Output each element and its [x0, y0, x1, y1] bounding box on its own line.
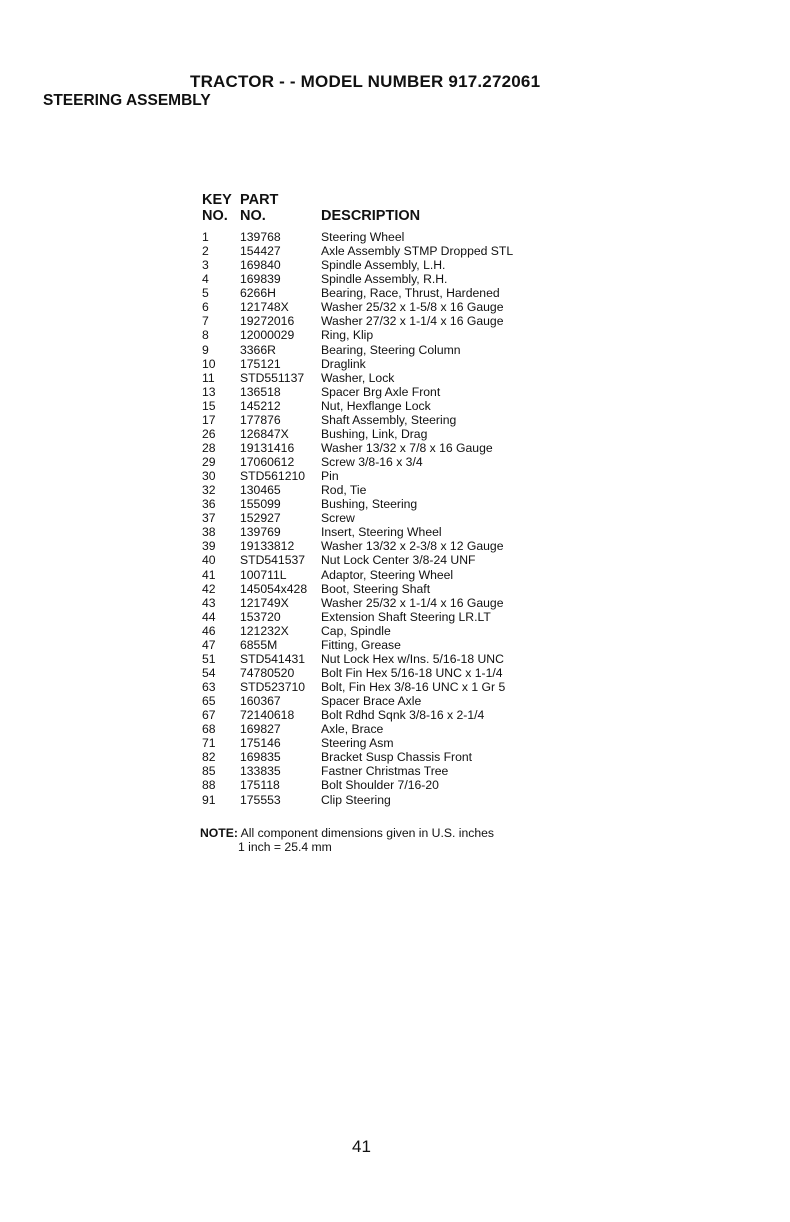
key-number: 82	[202, 750, 216, 765]
table-row	[200, 610, 560, 624]
key-number: 6	[202, 300, 209, 315]
key-header-line1: KEY	[202, 192, 232, 208]
part-number: 155099	[240, 497, 281, 512]
document-title: TRACTOR - - MODEL NUMBER 917.272061	[190, 72, 541, 91]
note	[200, 826, 494, 854]
part-number: 152927	[240, 511, 281, 526]
part-description: Bolt Fin Hex 5/16-18 UNC x 1-1/4	[321, 665, 503, 680]
key-number: 11	[202, 370, 215, 385]
table-row	[200, 666, 560, 680]
part-number: 175118	[240, 778, 280, 793]
table-row	[200, 441, 560, 455]
key-number: 68	[202, 722, 216, 737]
table-row	[200, 258, 560, 272]
part-description: Rod, Tie	[321, 483, 367, 498]
table-row	[200, 300, 560, 314]
table-row	[200, 357, 560, 371]
part-number: 169840	[240, 258, 281, 273]
part-description: Steering Wheel	[321, 230, 405, 244]
key-number: 85	[202, 764, 216, 779]
part-description: Bearing, Steering Column	[321, 342, 461, 357]
part-number: 177876	[240, 412, 281, 427]
note-conversion: 1 inch = 25.4 mm	[238, 840, 332, 854]
part-number: 139769	[240, 525, 281, 540]
key-number: 13	[202, 384, 216, 399]
part-number: 175553	[240, 792, 281, 807]
part-description: Bearing, Race, Thrust, Hardened	[321, 286, 500, 301]
part-description: Insert, Steering Wheel	[321, 525, 442, 540]
part-description: Nut, Hexflange Lock	[321, 398, 431, 413]
part-number: 19272016	[240, 314, 295, 329]
part-number: 145212	[240, 398, 281, 413]
key-number: 51	[202, 651, 216, 666]
key-number: 39	[202, 539, 216, 554]
part-description: Pin	[321, 469, 339, 484]
key-number: 5	[202, 286, 209, 301]
part-number: 175121	[240, 356, 281, 371]
table-row	[200, 638, 560, 652]
table-row	[200, 624, 560, 638]
key-number: 7	[202, 314, 209, 329]
table-row	[200, 568, 560, 582]
table-row	[200, 694, 560, 708]
table-row	[200, 343, 560, 357]
table-row	[200, 764, 560, 778]
part-description: Bushing, Steering	[321, 497, 418, 512]
key-number: 29	[202, 455, 216, 469]
key-number: 15	[202, 398, 216, 413]
table-row	[200, 539, 560, 553]
section-title: STEERING ASSEMBLY	[43, 92, 211, 109]
table-row	[200, 793, 560, 807]
part-number: 6266H	[240, 286, 276, 301]
part-number: 19131416	[240, 440, 295, 455]
description-header: DESCRIPTION	[321, 208, 421, 224]
part-number: 121749X	[240, 595, 289, 610]
part-number: 169839	[240, 272, 281, 287]
table-row	[200, 385, 560, 399]
part-description: Extension Shaft Steering LR.LT	[321, 609, 491, 624]
key-number: 2	[202, 244, 209, 259]
part-number: 154427	[240, 244, 281, 259]
table-row	[200, 708, 560, 722]
table-row	[200, 750, 560, 764]
part-number: 130465	[240, 483, 281, 498]
part-number: 133835	[240, 764, 281, 779]
key-number: 3	[202, 258, 209, 273]
table-row	[200, 778, 560, 792]
part-description: Nut Lock Hex w/Ins. 5/16-18 UNC	[321, 651, 504, 666]
table-row	[200, 230, 560, 244]
key-number: 32	[202, 483, 216, 498]
part-number: 12000029	[240, 328, 295, 343]
key-number: 42	[202, 581, 216, 596]
part-description: Axle, Brace	[321, 722, 384, 737]
table-row	[200, 413, 560, 427]
part-description: Fastner Christmas Tree	[321, 764, 449, 779]
table-row	[200, 286, 560, 300]
part-description: Washer 13/32 x 2-3/8 x 12 Gauge	[321, 539, 504, 554]
part-number: 175146	[240, 736, 281, 751]
part-description: Washer 25/32 x 1-1/4 x 16 Gauge	[321, 595, 504, 610]
part-number: 74780520	[240, 665, 295, 680]
part-description: Spacer Brace Axle	[321, 694, 422, 709]
part-description: Bolt Shoulder 7/16-20	[321, 778, 439, 793]
part-description: Ring, Klip	[321, 328, 374, 343]
table-header	[200, 192, 560, 230]
part-number: 100711L	[240, 567, 287, 582]
key-header-line2: NO.	[202, 208, 228, 224]
parts-table	[200, 192, 560, 807]
key-number: 17	[202, 412, 216, 427]
table-row	[200, 680, 560, 694]
part-description: Screw 3/8-16 x 3/4	[321, 455, 423, 469]
part-description: Axle Assembly STMP Dropped STL	[321, 244, 514, 259]
table-row	[200, 736, 560, 750]
part-header-line1: PART	[240, 192, 279, 208]
note-text: All component dimensions given in U.S. inches	[240, 826, 495, 840]
part-description: Nut Lock Center 3/8-24 UNF	[321, 553, 476, 568]
table-row	[200, 652, 560, 666]
key-number: 10	[202, 356, 216, 371]
table-row	[200, 272, 560, 286]
part-number: 121232X	[240, 623, 289, 638]
key-number: 65	[202, 694, 216, 709]
table-row	[200, 582, 560, 596]
key-number: 26	[202, 426, 216, 441]
part-description: Spindle Assembly, L.H.	[321, 258, 446, 273]
part-description: Washer 27/32 x 1-1/4 x 16 Gauge	[321, 314, 504, 329]
note-label: NOTE:	[200, 826, 238, 840]
table-row	[200, 497, 560, 511]
key-number: 4	[202, 272, 209, 287]
table-row	[200, 244, 560, 258]
key-number: 8	[202, 328, 209, 343]
key-number: 54	[202, 665, 216, 680]
part-description: Bolt Rdhd Sqnk 3/8-16 x 2-1/4	[321, 708, 485, 723]
part-number: 17060612	[240, 455, 295, 469]
key-number: 46	[202, 623, 216, 638]
part-description: Draglink	[321, 356, 366, 371]
key-number: 44	[202, 609, 216, 624]
part-description: Boot, Steering Shaft	[321, 581, 431, 596]
key-number: 88	[202, 778, 216, 793]
table-row	[200, 328, 560, 342]
part-description: Fitting, Grease	[321, 637, 401, 652]
part-description: Adaptor, Steering Wheel	[321, 567, 454, 582]
part-number: 136518	[240, 384, 281, 399]
key-number: 41	[202, 567, 216, 582]
table-row	[200, 553, 560, 567]
table-row	[200, 525, 560, 539]
key-number: 71	[202, 736, 216, 751]
part-number: 153720	[240, 609, 281, 624]
table-row	[200, 427, 560, 441]
part-description: Washer 25/32 x 1-5/8 x 16 Gauge	[321, 300, 504, 315]
part-description: Washer, Lock	[321, 370, 395, 385]
table-row	[200, 596, 560, 610]
key-number: 1	[202, 230, 209, 244]
part-number: 121748X	[240, 300, 289, 315]
part-description: Clip Steering	[321, 792, 391, 807]
part-number: 126847X	[240, 426, 289, 441]
key-number: 63	[202, 680, 216, 694]
part-description: Bolt, Fin Hex 3/8-16 UNC x 1 Gr 5	[321, 680, 506, 694]
key-number: 91	[202, 792, 216, 807]
table-row	[200, 469, 560, 483]
part-header-line2: NO.	[240, 208, 266, 224]
parts-list	[200, 230, 560, 807]
table-row	[200, 483, 560, 497]
key-number: 43	[202, 595, 216, 610]
key-number: 30	[202, 469, 216, 484]
table-row	[200, 399, 560, 413]
part-description: Screw	[321, 511, 355, 526]
key-number: 36	[202, 497, 216, 512]
table-row	[200, 511, 560, 525]
part-description: Spacer Brg Axle Front	[321, 384, 441, 399]
part-number: 6855M	[240, 637, 278, 652]
part-number: 3366R	[240, 342, 276, 357]
key-number: 28	[202, 440, 216, 455]
table-row	[200, 371, 560, 385]
part-description: Bushing, Link, Drag	[321, 426, 428, 441]
key-number: 37	[202, 511, 216, 526]
part-number: 169827	[240, 722, 281, 737]
key-number: 9	[202, 342, 209, 357]
part-number: STD551137	[240, 370, 305, 385]
part-description: Cap, Spindle	[321, 623, 391, 638]
key-number: 38	[202, 525, 216, 540]
part-description: Washer 13/32 x 7/8 x 16 Gauge	[321, 440, 493, 455]
table-row	[200, 722, 560, 736]
part-number: 139768	[240, 230, 281, 244]
part-number: STD541537	[240, 553, 306, 568]
part-description: Spindle Assembly, R.H.	[321, 272, 448, 287]
part-description: Steering Asm	[321, 736, 394, 751]
part-description: Bracket Susp Chassis Front	[321, 750, 473, 765]
part-description: Shaft Assembly, Steering	[321, 412, 457, 427]
key-number: 67	[202, 708, 216, 723]
part-number: STD561210	[240, 469, 306, 484]
key-number: 40	[202, 553, 216, 568]
table-row	[200, 455, 560, 469]
part-number: 169835	[240, 750, 281, 765]
key-number: 47	[202, 637, 216, 652]
part-number: STD541431	[240, 651, 306, 666]
part-number: 72140618	[240, 708, 295, 723]
part-number: STD523710	[240, 680, 306, 694]
part-number: 160367	[240, 694, 281, 709]
table-row	[200, 314, 560, 328]
page-number: 41	[352, 1137, 371, 1156]
part-number: 19133812	[240, 539, 295, 554]
part-number: 145054x428	[240, 581, 308, 596]
